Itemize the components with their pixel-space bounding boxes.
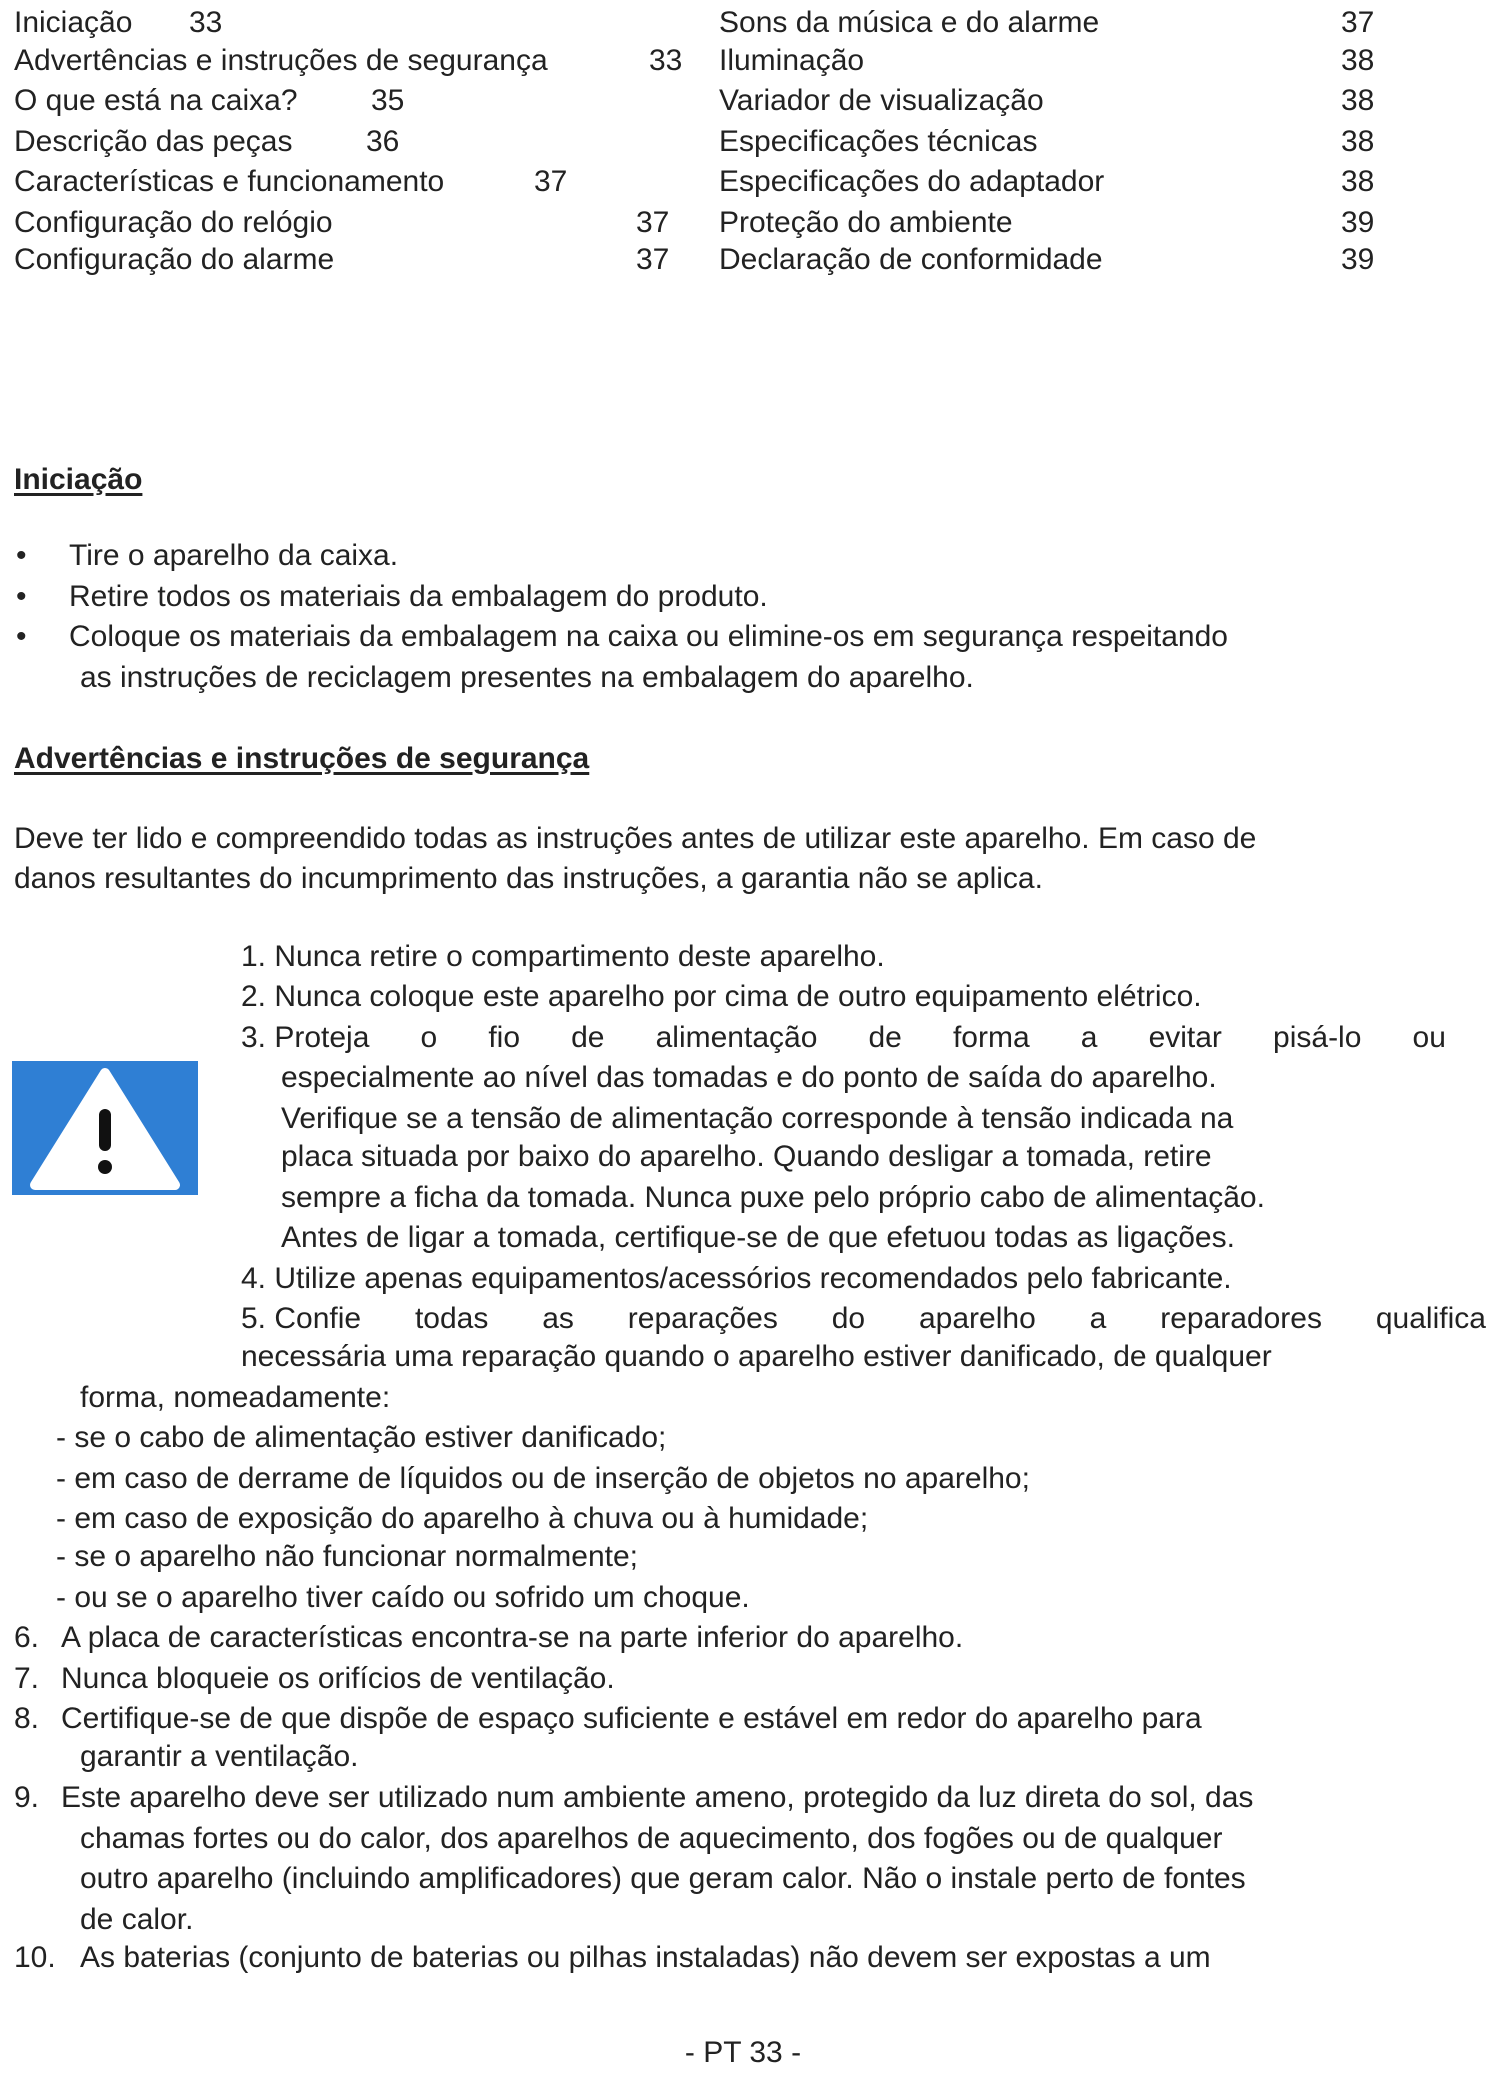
safety-item: 1. Nunca retire o compartimento deste aparelho.: [241, 940, 885, 973]
safety-item-3-line: Verifique se a tensão de alimentação corresponde à tensão indicada na: [281, 1102, 1234, 1135]
list-number: 10.: [14, 1941, 56, 1974]
toc-label: Iluminação: [719, 44, 865, 77]
safety-item-3-line: Antes de ligar a tomada, certifique-se de que efetuou todas as ligações.: [281, 1221, 1235, 1254]
toc-page: 37: [636, 243, 670, 276]
word: qualifica: [1375, 1302, 1486, 1335]
toc-label: Advertências e instruções de segurança: [14, 44, 548, 77]
bullet-text: Coloque os materiais da embalagem na caixa ou elimine-os em segurança respeitando: [69, 620, 1228, 653]
bullet-icon: •: [16, 620, 27, 653]
word: reparadores: [1160, 1302, 1322, 1335]
toc-label: Sons da música e do alarme: [719, 6, 1100, 39]
list-text: chamas fortes ou do calor, dos aparelhos de aquecimento, dos fogões ou de qualquer: [80, 1822, 1223, 1855]
safety-item: 4. Utilize apenas equipamentos/acessórios recomendados pelo fabricante.: [241, 1262, 1232, 1295]
toc-label: O que está na caixa?: [14, 84, 298, 117]
toc-label: Proteção do ambiente: [719, 206, 1013, 239]
word: de: [868, 1021, 902, 1054]
toc-page: 36: [366, 125, 400, 158]
dash-item: - se o cabo de alimentação estiver danificado;: [56, 1421, 667, 1454]
safety-item-3-line: especialmente ao nível das tomadas e do ponto de saída do aparelho.: [281, 1061, 1217, 1094]
list-number: 9.: [14, 1781, 40, 1814]
toc-label: Especificações do adaptador: [719, 165, 1105, 198]
toc-label: Configuração do alarme: [14, 243, 335, 276]
toc-label: Especificações técnicas: [719, 125, 1038, 158]
safety-item-5-line: necessária uma reparação quando o aparelho estiver danificado, de qualquer: [241, 1340, 1272, 1373]
safety-item: 2. Nunca coloque este aparelho por cima de outro equipamento elétrico.: [241, 980, 1202, 1013]
word: 3. Proteja: [241, 1021, 370, 1054]
list-text: A placa de características encontra-se na parte inferior do aparelho.: [61, 1621, 964, 1654]
list-text: garantir a ventilação.: [80, 1740, 359, 1773]
list-text: de calor.: [80, 1903, 194, 1936]
word: fio: [488, 1021, 521, 1054]
list-text: Este aparelho deve ser utilizado num ambiente ameno, protegido da luz direta do sol, das: [61, 1781, 1254, 1814]
bullet-text: as instruções de reciclagem presentes na embalagem do aparelho.: [80, 661, 974, 694]
section-heading-iniciacao: Iniciação: [14, 463, 143, 496]
toc-page: 38: [1341, 125, 1375, 158]
toc-page: 33: [649, 44, 683, 77]
safety-item-3-line: sempre a ficha da tomada. Nunca puxe pelo próprio cabo de alimentação.: [281, 1181, 1265, 1214]
toc-label: Declaração de conformidade: [719, 243, 1103, 276]
toc-page: 39: [1341, 206, 1375, 239]
toc-page: 37: [534, 165, 568, 198]
word: de: [571, 1021, 605, 1054]
word: aparelho: [919, 1302, 1036, 1335]
word: 5. Confie: [241, 1302, 362, 1335]
toc-label: Variador de visualização: [719, 84, 1044, 117]
safety-item-3-first-line: [241, 1018, 1446, 1058]
safety-item-5-first-line: [241, 1299, 1486, 1339]
safety-item-3-line: placa situada por baixo do aparelho. Quando desligar a tomada, retire: [281, 1140, 1212, 1173]
bullet-icon: •: [16, 539, 27, 572]
toc-label: Descrição das peças: [14, 125, 293, 158]
warning-triangle-icon: [12, 1061, 198, 1195]
word: o: [420, 1021, 438, 1054]
toc-page: 39: [1341, 243, 1375, 276]
section-heading-seguranca: Advertências e instruções de segurança: [14, 742, 590, 775]
toc-page: 38: [1341, 84, 1375, 117]
word: todas: [414, 1302, 489, 1335]
intro-line: danos resultantes do incumprimento das instruções, a garantia não se aplica.: [14, 862, 1043, 895]
word: pisá-lo: [1273, 1021, 1362, 1054]
safety-item-5-line: forma, nomeadamente:: [80, 1381, 391, 1414]
word: do: [831, 1302, 866, 1335]
toc-label: Iniciação: [14, 6, 133, 39]
toc-page: 37: [1341, 6, 1375, 39]
word: a: [1080, 1021, 1098, 1054]
word: forma: [952, 1021, 1030, 1054]
bullet-icon: •: [16, 580, 27, 613]
list-text: outro aparelho (incluindo amplificadores) que geram calor. Não o instale perto de fontes: [80, 1862, 1246, 1895]
dash-item: - em caso de derrame de líquidos ou de inserção de objetos no aparelho;: [56, 1462, 1030, 1495]
dash-item: - em caso de exposição do aparelho à chuva ou à humidade;: [56, 1502, 869, 1535]
list-text: Nunca bloqueie os orifícios de ventilação.: [61, 1662, 615, 1695]
word: a: [1089, 1302, 1107, 1335]
page-number-footer: - PT 33 -: [684, 2036, 802, 2069]
bullet-text: Retire todos os materiais da embalagem do produto.: [69, 580, 768, 613]
dash-item: - se o aparelho não funcionar normalmente;: [56, 1540, 639, 1573]
dash-item: - ou se o aparelho tiver caído ou sofrido um choque.: [56, 1581, 750, 1614]
toc-page: 35: [371, 84, 405, 117]
toc-page: 38: [1341, 44, 1375, 77]
list-number: 6.: [14, 1621, 40, 1654]
toc-page: 37: [636, 206, 670, 239]
list-text: Certifique-se de que dispõe de espaço suficiente e estável em redor do aparelho para: [61, 1702, 1202, 1735]
list-number: 7.: [14, 1662, 40, 1695]
toc-label: Características e funcionamento: [14, 165, 445, 198]
word: reparações: [627, 1302, 778, 1335]
word: alimentação: [655, 1021, 818, 1054]
list-number: 8.: [14, 1702, 40, 1735]
word: ou: [1412, 1021, 1446, 1054]
toc-page: 38: [1341, 165, 1375, 198]
toc-page: 33: [189, 6, 223, 39]
intro-line: Deve ter lido e compreendido todas as instruções antes de utilizar este aparelho. Em caso de: [14, 822, 1257, 855]
list-text: As baterias (conjunto de baterias ou pilhas instaladas) não devem ser expostas a um: [80, 1941, 1211, 1974]
bullet-text: Tire o aparelho da caixa.: [69, 539, 399, 572]
word: as: [542, 1302, 574, 1335]
word: evitar: [1148, 1021, 1222, 1054]
warning-triangle-svg: [12, 1061, 198, 1195]
toc-label: Configuração do relógio: [14, 206, 333, 239]
